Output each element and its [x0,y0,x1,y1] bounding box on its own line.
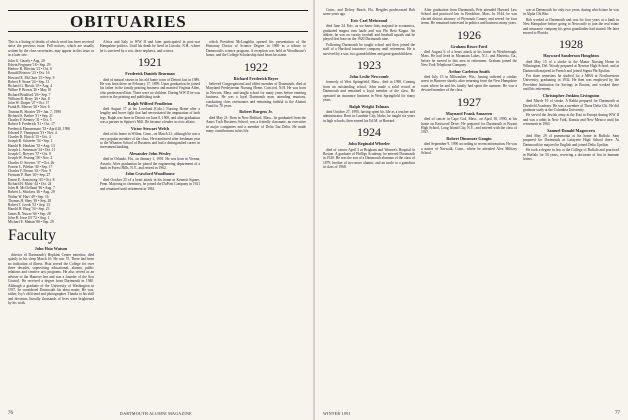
left-col-1 [8,40,94,307]
death-list-item: John G. Gazely • Aug. 20 [8,58,45,63]
entry-text-woodhouse: died October 25 of a heart attack in his home in Kennett Square, Penn. Majoring in chemistry, he joined the DuPont Company in 1921 and remained until retirement in 1961. [100,177,200,191]
year-heading-1926: 1926 [457,27,481,42]
death-list-item: Ronald Bristow '23 • Oct. 16 [8,71,50,76]
entry-name-burgess: Robert Burgess Jr. [239,109,273,115]
death-list-item: Harold R. Hankins '35 • Aug. 14 [8,143,55,148]
entry-name-wesley: Alexander John Wesley [129,150,171,156]
masthead-top-rule [8,10,308,11]
right-footer-magazine: WINTER 1991 [323,411,351,416]
right-col-3 [523,8,619,162]
entry-name-welch: Victor Stewart Welch [130,125,170,131]
death-list-item: Robert L. Shickers '46 • Aug. 29 [8,190,55,195]
entry-text-smith: died July 13 in Milwaukee, Wis., having suffered a cardiac arrest in Hanover shortly after returning from the New Hampshire coast where he and his family had spent the summer. He was a devoted member of the class. [421,75,517,93]
entry-text-livingston: died March 19 of stroke. A Rabbi prepared for Dartmouth at Deerfield Academy. He was a member of Theta Delta Chi. He did graduate study at the Columbia University. [523,99,619,112]
right-page-number: 77 [615,411,620,416]
entry-name-livingston: Christopher Jenkins Livingston [542,92,600,98]
death-list-item: Robert F. Frederick '31 • Oct. 17 [8,122,55,127]
entry-name-tolman: Ralph Wright Tolman [349,103,389,109]
death-list-item: Joseph C. Breyers '37 • Oct. 8 [8,152,52,157]
entry-name-woodhouse: John Crawford Woodhouse [125,171,175,177]
left-page [0,0,313,420]
death-list-item: Frank R. Mercer '28 • Nov. 6 [8,105,50,110]
entry-text-beyer: believed Congregational and oldest member of Dartmouth, died at Maryland Presbyterian Nursing Home, Concord, N.H. He was born in Newton, Mass. and taught school for many years before entering business. He was a loyal Dartmouth man, attending reunions, conducting class ceremonies and remaining faithful to the Alumni Fund for 70 years. [206,82,306,109]
right-col-2 [421,8,517,156]
death-list-item: Truman B. Shuster '29 • Jun. 7, 1990 [8,109,61,114]
entry-text-gaugin: died September 9, 1990 according to recent information. He was a native of Norwalk, Conn., where he attended Alva Military School. [421,142,517,155]
death-list-item: John W. Draper '27 • Oct. 17 [8,101,50,106]
death-list-item: Fremont P. Baer '40 • Sep. 27 [8,173,51,178]
entry-text-houghton-2: For three semesters he studied for a MBA at Northwestern University, graduating in 1932. He then was employed by the Provident Institution for Savings in Boston, and worked there until his retirement. [523,74,619,92]
entry-text-welch: died at his home in Wilton, Conn., on March 21, although he was a very popular member of the class. He transferred after freshman year to the Wharton School of Business and had a distinguished career in investment banking. [100,132,200,150]
entry-name-houghton: Hayward Sanderson Houghton [543,53,599,59]
death-list-item: Charles R. Ehrich '33 • Oct. 4 [8,135,51,140]
death-list-item: Forrest L. Pilebas '40 • Sep. 17 [8,164,53,169]
death-list-item: Walter W. Hart '49 • Sep. 16 [8,194,49,199]
entry-text-ford: died August 6 of a heart attack at his home in Westborough, Mass. He had lived in Mountain Lakes, N.J., and Marietta, Ga., before he moved to this area in retirement. Graham joined the New York Telephone Company. [421,50,517,68]
entry-text-wheeler: died of cancer April 3 at Brigham and Women's Hospital in Boston. A graduate of Phillips Academy, he entered Dartmouth in 1920. He was the son of a Dartmouth alumnus of the class of 1879, brother of two more alumni, and an uncle to a grandson in class of 1968. [323,147,415,170]
death-list-item: Harlow H. Blevins '21 • Oct. 6 [8,67,53,72]
entry-name-wheeler: John Reginald Wheeler [347,141,391,147]
entry-name-gaugin: Robert Dinsmore Gaugin [446,135,492,141]
death-list-item: Richard S. Barber '31 • Sep. 21 [8,113,53,118]
left-col-2 [100,40,200,192]
death-list-item: Michael E. Mahan '88 • Sep. 29 [8,220,54,225]
death-list-item: James R. Nuwer '66 • Sep. 28 [8,211,51,216]
left-footer-magazine: DARTMOUTH ALUMNI MAGAZINE [120,411,192,416]
death-list-item: John B. Jesse III '72 • Aug. 1 [8,215,50,220]
entry-text-burgess: died May 21. Born in New Bedford, Mass., he graduated from the Amos Tuck Business School, was a friendly classmate, an executive in major companies and a member of Delta Tau Delta. He made many contributions in his life. [206,115,306,134]
faculty-heading: Faculty [8,227,56,245]
left-col-3 [206,40,306,135]
death-list-item: Richard G. Hirsch '25 • Aug. 4 [8,84,53,89]
death-list-item: Richard Bradford '26 • Sep. 7 [8,92,51,97]
death-list-item: Charles O. Stevens '37 • Oct. 26 [8,160,55,165]
death-list-item: Ernest E. Armstrong '43 • Oct. 8 [8,177,55,182]
entry-name-smith: Arthur Carleton Smith [448,68,490,74]
r-col3-text-b: Bob worked at Dartmouth and was for four years at a bank in New Hampshire before going to Newcastle to join the real estate and insurance company his great grandfather had started. He later moved to Florida. [523,17,619,36]
death-list-item: Edwin Fergusen '18 • Sep. 29 [8,62,51,67]
left-page-number: 76 [8,411,13,416]
death-list-item: Robert T. Leeds '52 • Sep. 13 [8,203,50,208]
death-list-item: Joseph L. Stensman '34 • Oct. 11 [8,147,56,152]
masthead-title: OBITUARIES [70,12,187,31]
entry-text-bearman: died of natural causes in his old home town of Detroit last in 1989. He was born there on February 17, 1899. Upon graduation he joined his father in the family printing business and married Virginia Allen, who predeceased him. There were no children. During WW II he was active in the printing and publishing trade. [100,77,200,100]
death-list-item: Harold H. Burg '54 • Sep. 23 [8,207,50,212]
death-list-item: William B. Berry '26 • Jun. 8 [8,96,50,101]
intro-text: This is a listing of deaths of which word has been received since the previous issue. Full notices, which are usually written by the class secretaries, may appear in this issue or in a later one. [8,40,94,58]
entry-text-melstrand-2: Following Dartmouth he taught school and then joined the staff of a Hartford insurance company until retirement. He is survived by a son, two grandchildren and great-grandchildren. [323,42,415,56]
death-list-item: Thomas H. Shey '49 • Sep. 28 [8,198,52,203]
death-list-item: Frederick Flannermaro '33 • April 20, 1990 [8,126,71,131]
entry-name-bearman: Frederick Daniels Bearman [125,71,175,77]
entry-name-newcomb: John Leslie Newcomb [349,74,389,80]
death-list-item: Richard H. Mohr '44 • Oct. 24 [8,181,52,186]
entry-name-amazeen: Maynard Frank Amazeen [445,110,493,116]
masthead [8,10,308,32]
entry-name-pendleton: Ralph Wilfred Pendleton [127,100,173,106]
entry-text-newcomb: formerly of West Springfield, Mass., died in 1990. Coming from an outstanding school, John made a solid record at Dartmouth and remained a loyal member of the class. He operated an insurance business in West Springfield for many years. [323,80,415,103]
faculty-entry-text: director of Dartmouth's Hopkins Center emeritus, died quietly in his sleep March 16. He was 75. There had been no indication of illness. Hsia served the College for over three decades, supervising educational, alumni, public relations and creative arts programs. He also served as an adviser to the Hanover Inn and was a founder of the Arts Council. He received a degree from Dartmouth in 1940. Although a graduate of the University of Washington in 1937, he considered Dartmouth his alma mater. He was, rather, Ivy's old friend and photographer. Thanks to his skill and devotion, literally thousands of lives were brightened by his work. [8,252,94,306]
entry-text-tolman: died October 27, 1990, having spent his life as a teacher and administrator. Born in Lambda City, Idaho, he taught six years in high schools, then earned his Ed.M. at Harvard. [323,109,415,123]
right-col-1 [323,8,415,171]
entry-name-beyer: Richard Frederick Beyer [233,75,279,81]
deaths-list [8,59,94,225]
year-heading-1923: 1923 [357,58,381,73]
masthead-bottom-rule [8,31,308,32]
faculty-entry-name: John Hsia Watson [34,246,68,252]
entry-text-livingston-2: He served the Jewish army at the East in Europe during WW II and was a rabbi in New York, Kansas and New Mexico until his retirement in 1964. [523,113,619,127]
entry-name-melstrand: Eric Carl Melstrand [350,17,388,23]
entry-text-magowern-2: He took a degree in law at the College of Buffalo and practiced in Buffalo for 50 years, receiving a doctorate of law in humane letters. [523,148,619,161]
entry-name-magowern: Samuel Donald Magowern [547,127,595,133]
entry-text-wesley: died in Orlando, Fla., on January 1, 1991. He was born in Vienna, Austria. After graduation he joined the engineering department of a bank in Forest Hills, N.Y., and retired in 1962. [100,157,200,170]
entry-text-houghton: died May 15 of a stroke in the Manor Nursing Home in Wilmington, Del. Woody prepared at Newton High School, and at Dartmouth majored in French and joined Sigma Phi Epsilon. [523,59,619,73]
r-col1-text-a: Conn., and Delroy Beach, Fla. Bergiles predeceased Bob some years ago. [323,8,415,17]
year-heading-1924: 1924 [357,125,381,140]
entry-text-melstrand: died June 24. Eric, as we knew him, majored in economics, graduated magna cum laude and was Phi Beta Kappa. An athlete, he was on varsity football and baseball squads and he played first base on the 1920 Dartmouth nine. [323,24,415,42]
entry-text-pendleton: died August 17 at his Loveland (Colo.) Nursing Home after a lengthy and brave fight that had necessitated the amputation of both legs. Ralph was born in Detroit on June 8, 1900, and after graduation was a partner in Spitzer's Mill. He became a leader in civic affairs. [100,107,200,125]
col2-text-a: Africa and Italy in WW II and later participated in post-war Hampshire politics. Until his death he lived in Lincoln, N.H., where he is survived by a son, three nephews, and a niece. [100,40,200,53]
r-col2-text-a: After graduation from Dartmouth, Pete attended Harvard Law School and practiced law in Brookline, Mass. In 1944, he was elected district attorney of Plymouth County and served for four terms. He remained interested in politics and business many years. [421,8,517,26]
entry-text-amazeen: died of cancer in Cape Cod, Mass., on April 18, 1990, at his home on Eastwood Drive. He prepared for Dartmouth at Bryant High School, Long Island City, N.Y., and entered with the class of 1927. [421,117,517,135]
death-list-item: Joseph B. Schaefer '34 • Sep. 1 [8,139,53,144]
entry-text-magowern: died May 29 of pneumonia at his home in Buffalo. Sam prepared for Dartmouth at Lafayette High School there. At Dartmouth he majored in English and joined Delta Upsilon. [523,133,619,147]
death-list-item: John H. McClelland '46 • Aug. 7 [8,186,55,191]
death-list-item: Wilber P. Brown '26 • May 10 [8,88,52,93]
entry-name-ford: Graham Bruce Ford [450,43,488,49]
r-col3-text-a: war at Dartmouth for only two years, during which time he was in Alpha Chi Rho. [523,8,619,17]
death-list-item: Edward F. Thompson '33 • Nov. 4 [8,130,57,135]
year-heading-1921: 1921 [138,55,162,70]
death-list-item: Joseph W. Fearing '38 • Nov. 2 [8,156,53,161]
death-list-item: Robert F. Stone '24 • Sep. 13 [8,79,50,84]
death-list-item: Charles F. Kenney '31 • Oct. 5 [8,118,52,123]
death-list-item: Charles F. Brown '43 • Nov. 9 [8,169,51,174]
year-heading-1927: 1927 [457,94,481,109]
right-page [315,0,628,420]
col3-text-b: which President McLaughlin opened his presentation of the Honorary Doctor of Science Degree in 1969 as a tribute to Dartmouth's science program. A reception was held in Woodhouse's honor, and the College Scholarship fund bears his name. [206,40,306,58]
year-heading-1928: 1928 [559,37,583,52]
year-heading-1922: 1922 [244,59,268,74]
death-list-item: Howard E. McClure '23 • Sep. 9 [8,75,55,80]
